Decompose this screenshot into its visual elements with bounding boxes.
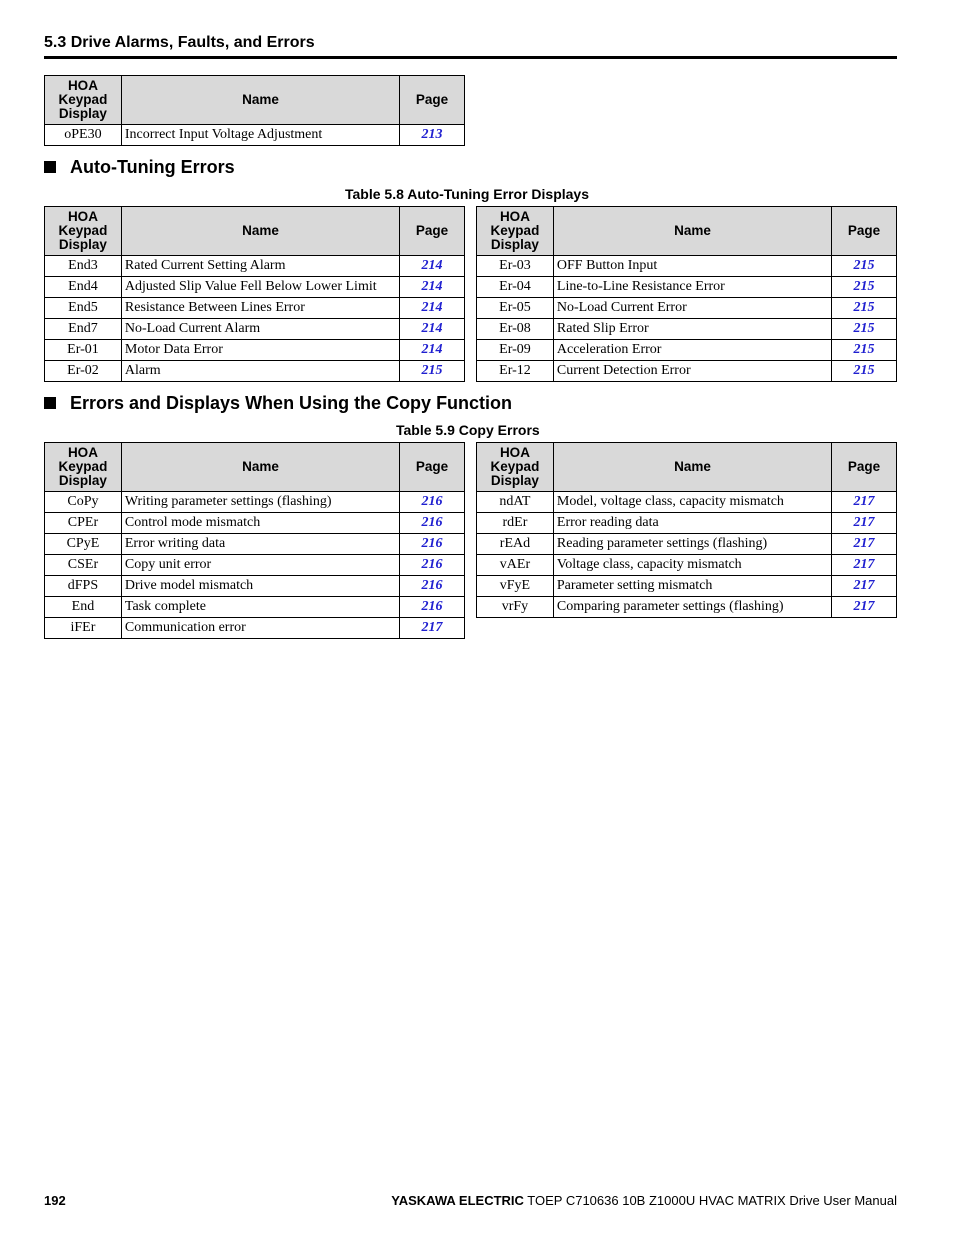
hoa-header-word: HOA	[67, 78, 98, 93]
table-row	[45, 340, 465, 361]
section-header	[44, 32, 897, 59]
hoa-header-word: Display	[58, 237, 107, 252]
hoa-header-word: Keypad	[58, 92, 108, 107]
table-row	[477, 576, 897, 597]
page-link[interactable]: 217	[832, 513, 897, 534]
table-row	[477, 492, 897, 513]
name-header: Name	[553, 207, 831, 256]
copy-table-right	[476, 442, 897, 618]
name-header: Name	[121, 443, 399, 492]
page-link[interactable]: 215	[832, 361, 897, 382]
hoa-header-word: HOA	[499, 445, 530, 460]
keypad-code: Er-01	[45, 340, 122, 361]
table-row	[45, 555, 465, 576]
keypad-code: Er-05	[477, 298, 554, 319]
error-name: Adjusted Slip Value Fell Below Lower Limit	[121, 277, 399, 298]
table-row	[45, 534, 465, 555]
error-name: No-Load Current Error	[553, 298, 831, 319]
autotuning-caption: Table 5.8 Auto-Tuning Error Displays	[345, 186, 589, 202]
table-row	[45, 256, 465, 277]
error-name: Voltage class, capacity mismatch	[553, 555, 831, 576]
keypad-code: End5	[45, 298, 122, 319]
hoa-header	[45, 443, 122, 492]
error-name: Drive model mismatch	[121, 576, 399, 597]
error-name: Rated Current Setting Alarm	[121, 256, 399, 277]
error-name: Incorrect Input Voltage Adjustment	[121, 125, 399, 146]
footer-brand: YASKAWA ELECTRIC	[391, 1193, 524, 1208]
page-link[interactable]: 217	[832, 492, 897, 513]
page-link[interactable]: 217	[400, 618, 465, 639]
keypad-code: vFyE	[477, 576, 554, 597]
keypad-code: CPyE	[45, 534, 122, 555]
table-row	[477, 256, 897, 277]
hoa-header	[45, 76, 122, 125]
keypad-code: oPE30	[45, 125, 122, 146]
table-row	[477, 277, 897, 298]
error-name: Acceleration Error	[553, 340, 831, 361]
header-row	[45, 207, 465, 256]
keypad-code: Er-08	[477, 319, 554, 340]
keypad-code: End3	[45, 256, 122, 277]
table-row	[477, 340, 897, 361]
footer-manual-title: TOEP C710636 10B Z1000U HVAC MATRIX Drive User Manual	[523, 1193, 897, 1208]
page-header: Page	[832, 443, 897, 492]
error-name: Parameter setting mismatch	[553, 576, 831, 597]
keypad-code: Er-09	[477, 340, 554, 361]
hoa-header-word: Keypad	[58, 459, 108, 474]
page-link[interactable]: 215	[832, 256, 897, 277]
page-link[interactable]: 217	[832, 534, 897, 555]
table-row	[45, 492, 465, 513]
table-row	[477, 513, 897, 534]
error-name: Control mode mismatch	[121, 513, 399, 534]
hoa-header-word: HOA	[67, 445, 98, 460]
table-row	[45, 361, 465, 382]
page-link[interactable]: 214	[400, 298, 465, 319]
error-name: Model, voltage class, capacity mismatch	[553, 492, 831, 513]
copy-heading	[44, 393, 512, 414]
table-row	[45, 125, 465, 146]
hoa-header-word: Keypad	[58, 223, 108, 238]
page-link[interactable]: 217	[832, 555, 897, 576]
page-header: Page	[400, 207, 465, 256]
keypad-code: End	[45, 597, 122, 618]
keypad-code: rdEr	[477, 513, 554, 534]
error-name: Resistance Between Lines Error	[121, 298, 399, 319]
hoa-header-word: Display	[490, 237, 539, 252]
page-link[interactable]: 214	[400, 319, 465, 340]
copy-caption: Table 5.9 Copy Errors	[396, 422, 540, 438]
table-row	[45, 618, 465, 639]
error-name: Task complete	[121, 597, 399, 618]
page-link[interactable]: 216	[400, 555, 465, 576]
error-name: Reading parameter settings (flashing)	[553, 534, 831, 555]
keypad-code: Er-04	[477, 277, 554, 298]
keypad-code: vrFy	[477, 597, 554, 618]
page-link[interactable]: 215	[832, 298, 897, 319]
error-name: Current Detection Error	[553, 361, 831, 382]
keypad-code: dFPS	[45, 576, 122, 597]
keypad-code: CPEr	[45, 513, 122, 534]
error-name: Communication error	[121, 618, 399, 639]
table-row	[45, 319, 465, 340]
error-name: OFF Button Input	[553, 256, 831, 277]
error-name: Rated Slip Error	[553, 319, 831, 340]
hoa-header-word: Display	[58, 106, 107, 121]
keypad-code: Er-12	[477, 361, 554, 382]
error-name: Error writing data	[121, 534, 399, 555]
page-header: Page	[400, 443, 465, 492]
page-link[interactable]: 217	[832, 597, 897, 618]
keypad-code: CoPy	[45, 492, 122, 513]
error-name: Error reading data	[553, 513, 831, 534]
page-header: Page	[832, 207, 897, 256]
error-name: Line-to-Line Resistance Error	[553, 277, 831, 298]
hoa-header-word: Display	[490, 473, 539, 488]
page-link[interactable]: 216	[400, 513, 465, 534]
error-name: Alarm	[121, 361, 399, 382]
page-link[interactable]: 213	[400, 125, 465, 146]
hoa-header-word: Keypad	[490, 223, 540, 238]
autotuning-table-right	[476, 206, 897, 382]
page-link[interactable]: 214	[400, 256, 465, 277]
square-bullet-icon	[44, 397, 56, 409]
header-row	[45, 76, 465, 125]
table-row	[477, 361, 897, 382]
page-link[interactable]: 214	[400, 277, 465, 298]
footer-manual	[391, 1193, 897, 1208]
hoa-header	[477, 443, 554, 492]
page-link[interactable]: 215	[832, 340, 897, 361]
page-number: 192	[44, 1193, 66, 1208]
hoa-header	[45, 207, 122, 256]
page-header: Page	[400, 76, 465, 125]
error-name: Writing parameter settings (flashing)	[121, 492, 399, 513]
keypad-code: rEAd	[477, 534, 554, 555]
page-link[interactable]: 216	[400, 534, 465, 555]
page-link[interactable]: 217	[832, 576, 897, 597]
hoa-header-word: HOA	[499, 209, 530, 224]
header-row	[477, 207, 897, 256]
autotuning-heading-text: Auto-Tuning Errors	[70, 157, 235, 177]
table-row	[477, 555, 897, 576]
copy-table-left	[44, 442, 465, 639]
error-name: Motor Data Error	[121, 340, 399, 361]
name-header: Name	[121, 207, 399, 256]
autotuning-table-left	[44, 206, 465, 382]
page-link[interactable]: 215	[832, 277, 897, 298]
error-name: Comparing parameter settings (flashing)	[553, 597, 831, 618]
hoa-header	[477, 207, 554, 256]
table-row	[477, 534, 897, 555]
page-link[interactable]: 216	[400, 597, 465, 618]
page-link[interactable]: 215	[400, 361, 465, 382]
table-row	[45, 277, 465, 298]
name-header: Name	[121, 76, 399, 125]
ope-table	[44, 75, 465, 146]
header-row	[45, 443, 465, 492]
table-row	[45, 576, 465, 597]
keypad-code: vAEr	[477, 555, 554, 576]
section-title: 5.3 Drive Alarms, Faults, and Errors	[44, 34, 315, 51]
table-row	[477, 298, 897, 319]
keypad-code: End4	[45, 277, 122, 298]
keypad-code: iFEr	[45, 618, 122, 639]
keypad-code: ndAT	[477, 492, 554, 513]
keypad-code: Er-02	[45, 361, 122, 382]
table-row	[45, 513, 465, 534]
table-row	[477, 319, 897, 340]
keypad-code: Er-03	[477, 256, 554, 277]
table-row	[477, 597, 897, 618]
autotuning-heading	[44, 157, 235, 178]
hoa-header-word: Keypad	[490, 459, 540, 474]
page-link[interactable]: 215	[832, 319, 897, 340]
error-name: Copy unit error	[121, 555, 399, 576]
hoa-header-word: HOA	[67, 209, 98, 224]
page-link[interactable]: 216	[400, 576, 465, 597]
keypad-code: End7	[45, 319, 122, 340]
square-bullet-icon	[44, 161, 56, 173]
error-name: No-Load Current Alarm	[121, 319, 399, 340]
copy-heading-text: Errors and Displays When Using the Copy Function	[70, 393, 513, 413]
table-row	[45, 597, 465, 618]
table-row	[45, 298, 465, 319]
name-header: Name	[553, 443, 831, 492]
page-link[interactable]: 214	[400, 340, 465, 361]
page-link[interactable]: 216	[400, 492, 465, 513]
keypad-code: CSEr	[45, 555, 122, 576]
header-row	[477, 443, 897, 492]
hoa-header-word: Display	[58, 473, 107, 488]
